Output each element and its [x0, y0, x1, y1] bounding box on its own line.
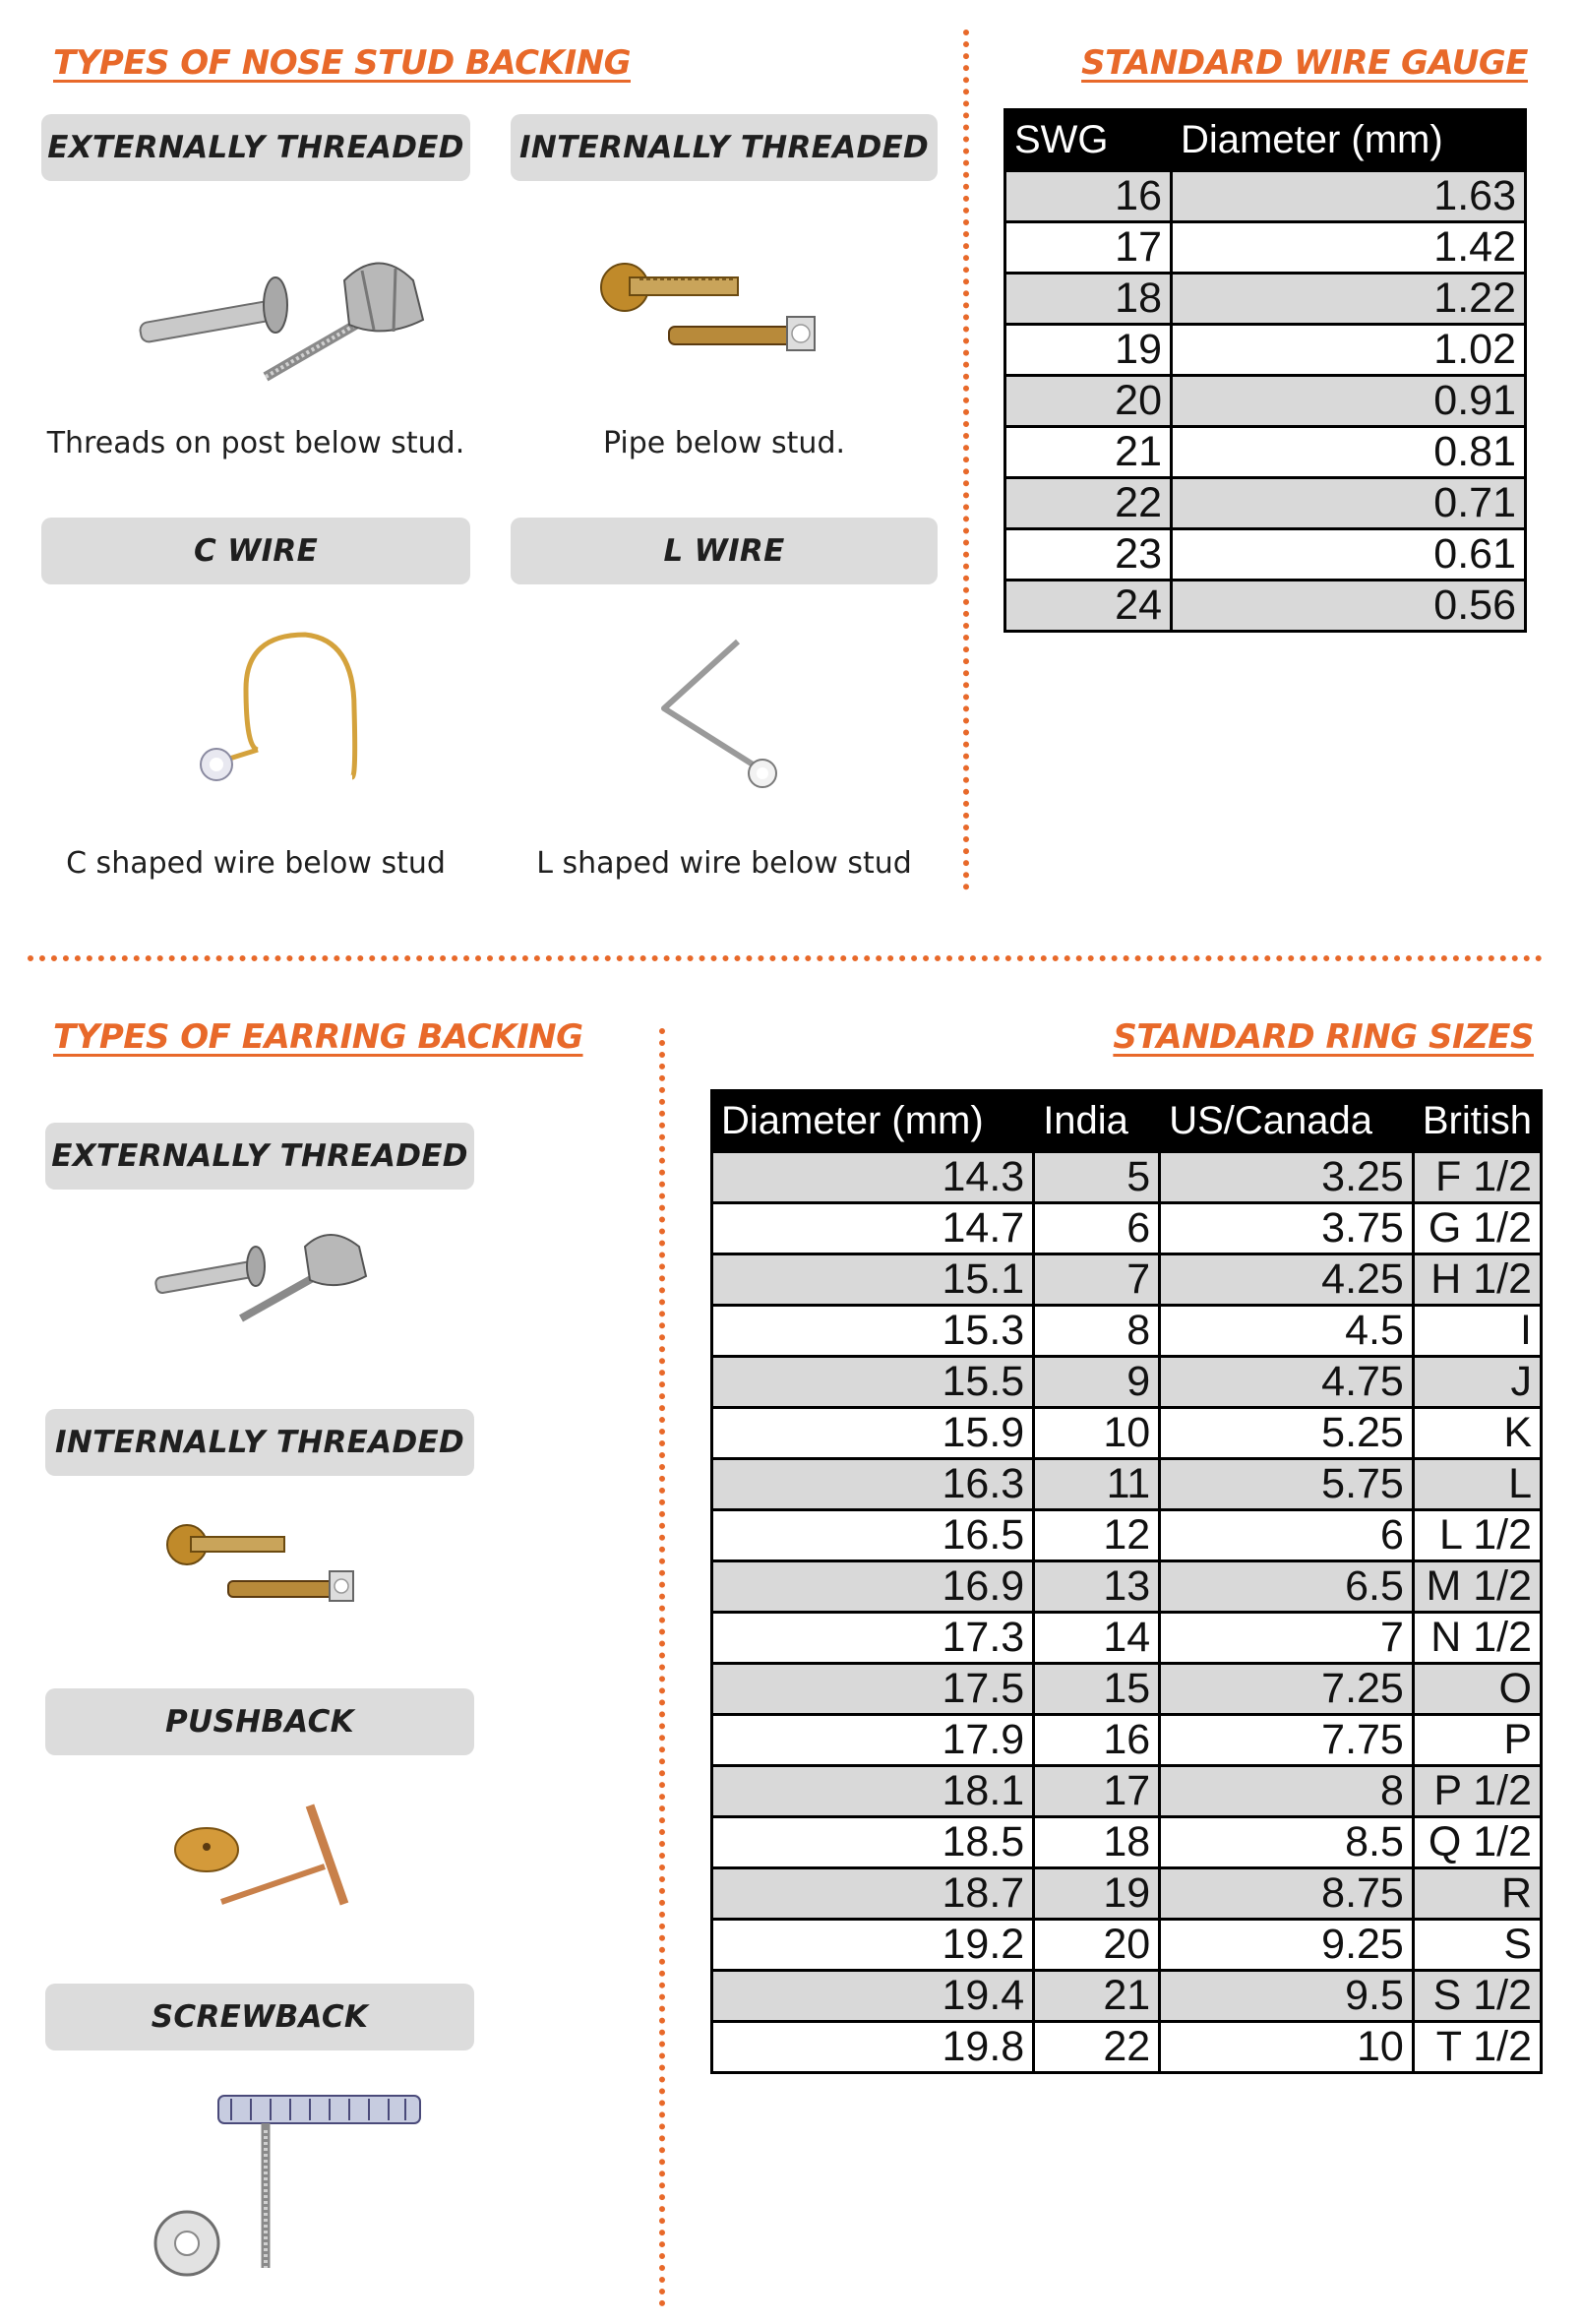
ring-british-header: British [1413, 1091, 1541, 1152]
ring-size-cell: 21 [1034, 1971, 1160, 2022]
wire-gauge-cell: 17 [1005, 222, 1172, 274]
ring-size-cell: 14.7 [712, 1203, 1034, 1254]
ring-size-cell: P 1/2 [1413, 1766, 1541, 1817]
ring-size-cell: 6 [1160, 1510, 1414, 1561]
ring-size-cell: G 1/2 [1413, 1203, 1541, 1254]
wire-gauge-row [1005, 427, 1526, 478]
ring-size-cell: 8.5 [1160, 1817, 1414, 1868]
ring-size-row [712, 1920, 1542, 1971]
ring-size-cell: 14.3 [712, 1152, 1034, 1203]
wire-gauge-title: STANDARD WIRE GAUGE [1081, 43, 1528, 83]
earring-screwback-image [148, 2091, 433, 2278]
earring-screwback-label: SCREWBACK [45, 1984, 474, 2050]
ring-size-cell: 17.9 [712, 1715, 1034, 1766]
ring-size-cell: 10 [1160, 2022, 1414, 2073]
ring-sizes-table [710, 1089, 1543, 2074]
nose-l-wire-caption: L shaped wire below stud [536, 846, 912, 881]
ring-size-cell: 17 [1034, 1766, 1160, 1817]
ring-size-cell: 18 [1034, 1817, 1160, 1868]
ring-size-cell: 16.9 [712, 1561, 1034, 1613]
ring-size-cell: 18.7 [712, 1868, 1034, 1920]
ring-size-row [712, 1306, 1542, 1357]
wire-gauge-row [1005, 478, 1526, 529]
ring-size-cell: S 1/2 [1413, 1971, 1541, 2022]
ring-size-row [712, 1408, 1542, 1459]
nose-externally-threaded-label: EXTERNALLY THREADED [41, 114, 470, 181]
l-wire-stud-image [649, 630, 787, 807]
wire-gauge-cell: 1.42 [1172, 222, 1526, 274]
ring-size-row [712, 2022, 1542, 2073]
ring-size-cell: 19 [1034, 1868, 1160, 1920]
ring-size-cell: 5 [1034, 1152, 1160, 1203]
ring-size-cell: 9.5 [1160, 1971, 1414, 2022]
ring-size-cell: Q 1/2 [1413, 1817, 1541, 1868]
ring-size-cell: 8 [1034, 1306, 1160, 1357]
wire-gauge-table [1003, 108, 1527, 633]
ring-size-cell: 17.5 [712, 1664, 1034, 1715]
ring-size-cell: 16.5 [712, 1510, 1034, 1561]
ring-size-cell: 4.25 [1160, 1254, 1414, 1306]
ring-us-canada-header: US/Canada [1160, 1091, 1414, 1152]
ring-size-cell: 18.1 [712, 1766, 1034, 1817]
wire-gauge-cell: 23 [1005, 529, 1172, 581]
wire-gauge-cell: 19 [1005, 325, 1172, 376]
ring-india-header: India [1034, 1091, 1160, 1152]
wire-gauge-cell: 18 [1005, 274, 1172, 325]
ring-size-row [712, 1715, 1542, 1766]
ring-size-cell: O [1413, 1664, 1541, 1715]
ring-size-cell: N 1/2 [1413, 1613, 1541, 1664]
ring-size-cell: 6 [1034, 1203, 1160, 1254]
ring-size-row [712, 1766, 1542, 1817]
horizontal-divider [28, 955, 1543, 961]
wire-gauge-row [1005, 581, 1526, 632]
ring-size-cell: 10 [1034, 1408, 1160, 1459]
ring-size-cell: 4.75 [1160, 1357, 1414, 1408]
ring-size-cell: 19.8 [712, 2022, 1034, 2073]
ring-size-cell: J [1413, 1357, 1541, 1408]
ring-size-cell: 13 [1034, 1561, 1160, 1613]
ring-size-cell: I [1413, 1306, 1541, 1357]
wire-gauge-cell: 20 [1005, 376, 1172, 427]
wire-gauge-cell: 22 [1005, 478, 1172, 529]
wire-gauge-cell: 0.81 [1172, 427, 1526, 478]
ring-size-cell: 15 [1034, 1664, 1160, 1715]
ring-size-cell: 22 [1034, 2022, 1160, 2073]
ring-size-cell: 7 [1160, 1613, 1414, 1664]
earring-externally-threaded-image [148, 1225, 384, 1333]
earring-internally-threaded-label: INTERNALLY THREADED [45, 1409, 474, 1476]
ring-size-cell: 7.25 [1160, 1664, 1414, 1715]
ring-size-cell: R [1413, 1868, 1541, 1920]
ring-size-cell: K [1413, 1408, 1541, 1459]
ring-size-cell: H 1/2 [1413, 1254, 1541, 1306]
ring-size-cell: 7 [1034, 1254, 1160, 1306]
earring-internally-threaded-image [157, 1510, 374, 1623]
ring-size-row [712, 1254, 1542, 1306]
earring-pushback-label: PUSHBACK [45, 1688, 474, 1755]
ring-size-cell: 14 [1034, 1613, 1160, 1664]
earring-externally-threaded-label: EXTERNALLY THREADED [45, 1123, 474, 1190]
ring-size-cell: 18.5 [712, 1817, 1034, 1868]
ring-size-cell: 12 [1034, 1510, 1160, 1561]
ring-size-row [712, 1203, 1542, 1254]
wire-gauge-cell: 1.63 [1172, 171, 1526, 222]
ring-size-cell: 20 [1034, 1920, 1160, 1971]
swg-header: SWG [1005, 110, 1172, 171]
top-vertical-divider [963, 30, 969, 890]
ring-size-cell: 6.5 [1160, 1561, 1414, 1613]
wire-gauge-cell: 0.61 [1172, 529, 1526, 581]
wire-gauge-cell: 24 [1005, 581, 1172, 632]
ring-diameter-header: Diameter (mm) [712, 1091, 1034, 1152]
ring-size-cell: 16 [1034, 1715, 1160, 1766]
ring-size-cell: 3.75 [1160, 1203, 1414, 1254]
wire-gauge-row [1005, 222, 1526, 274]
ring-size-cell: L [1413, 1459, 1541, 1510]
wire-gauge-row [1005, 376, 1526, 427]
internally-threaded-stud-image [590, 246, 836, 374]
ring-size-cell: P [1413, 1715, 1541, 1766]
ring-size-row [712, 1971, 1542, 2022]
ring-size-cell: 4.5 [1160, 1306, 1414, 1357]
ring-size-cell: 15.3 [712, 1306, 1034, 1357]
wire-gauge-cell: 1.22 [1172, 274, 1526, 325]
ring-size-cell: 7.75 [1160, 1715, 1414, 1766]
ring-size-row [712, 1152, 1542, 1203]
wire-gauge-cell: 16 [1005, 171, 1172, 222]
ring-size-cell: 11 [1034, 1459, 1160, 1510]
ring-size-cell: M 1/2 [1413, 1561, 1541, 1613]
wire-gauge-row [1005, 529, 1526, 581]
nose-l-wire-label: L WIRE [511, 518, 938, 584]
ring-size-cell: 17.3 [712, 1613, 1034, 1664]
bottom-vertical-divider [659, 1028, 665, 2307]
ring-size-cell: 19.2 [712, 1920, 1034, 1971]
ring-size-row [712, 1613, 1542, 1664]
wire-gauge-cell: 21 [1005, 427, 1172, 478]
ring-size-cell: 16.3 [712, 1459, 1034, 1510]
wire-gauge-row [1005, 274, 1526, 325]
ring-size-row [712, 1664, 1542, 1715]
ring-size-cell: 5.25 [1160, 1408, 1414, 1459]
nose-c-wire-label: C WIRE [41, 518, 470, 584]
ring-size-cell: 19.4 [712, 1971, 1034, 2022]
ring-size-cell: 15.5 [712, 1357, 1034, 1408]
externally-threaded-stud-image [128, 251, 453, 398]
ring-size-cell: 5.75 [1160, 1459, 1414, 1510]
ring-size-row [712, 1459, 1542, 1510]
ring-size-cell: S [1413, 1920, 1541, 1971]
c-wire-stud-image [187, 630, 384, 807]
wire-gauge-row [1005, 171, 1526, 222]
ring-size-cell: 9 [1034, 1357, 1160, 1408]
wire-gauge-row [1005, 325, 1526, 376]
ring-size-cell: 9.25 [1160, 1920, 1414, 1971]
wire-gauge-cell: 0.91 [1172, 376, 1526, 427]
ring-size-cell: L 1/2 [1413, 1510, 1541, 1561]
nose-c-wire-caption: C shaped wire below stud [66, 846, 446, 881]
ring-size-cell: 8 [1160, 1766, 1414, 1817]
nose-internally-threaded-label: INTERNALLY THREADED [511, 114, 938, 181]
wire-gauge-cell: 0.71 [1172, 478, 1526, 529]
ring-size-row [712, 1357, 1542, 1408]
wire-gauge-cell: 1.02 [1172, 325, 1526, 376]
ring-size-row [712, 1868, 1542, 1920]
wire-gauge-cell: 0.56 [1172, 581, 1526, 632]
nose-stud-title: TYPES OF NOSE STUD BACKING [53, 43, 631, 83]
ring-size-cell: T 1/2 [1413, 2022, 1541, 2073]
ring-size-row [712, 1817, 1542, 1868]
nose-internally-threaded-caption: Pipe below stud. [602, 426, 846, 460]
ring-size-cell: 15.1 [712, 1254, 1034, 1306]
ring-size-row [712, 1561, 1542, 1613]
ring-size-cell: F 1/2 [1413, 1152, 1541, 1203]
ring-size-cell: 3.25 [1160, 1152, 1414, 1203]
diameter-header: Diameter (mm) [1172, 110, 1526, 171]
ring-size-cell: 15.9 [712, 1408, 1034, 1459]
nose-externally-threaded-caption: Threads on post below stud. [46, 426, 465, 460]
ring-size-cell: 8.75 [1160, 1868, 1414, 1920]
earring-pushback-image [162, 1796, 369, 1914]
earring-title: TYPES OF EARRING BACKING [53, 1017, 583, 1057]
ring-sizes-title: STANDARD RING SIZES [1113, 1017, 1534, 1057]
ring-size-row [712, 1510, 1542, 1561]
